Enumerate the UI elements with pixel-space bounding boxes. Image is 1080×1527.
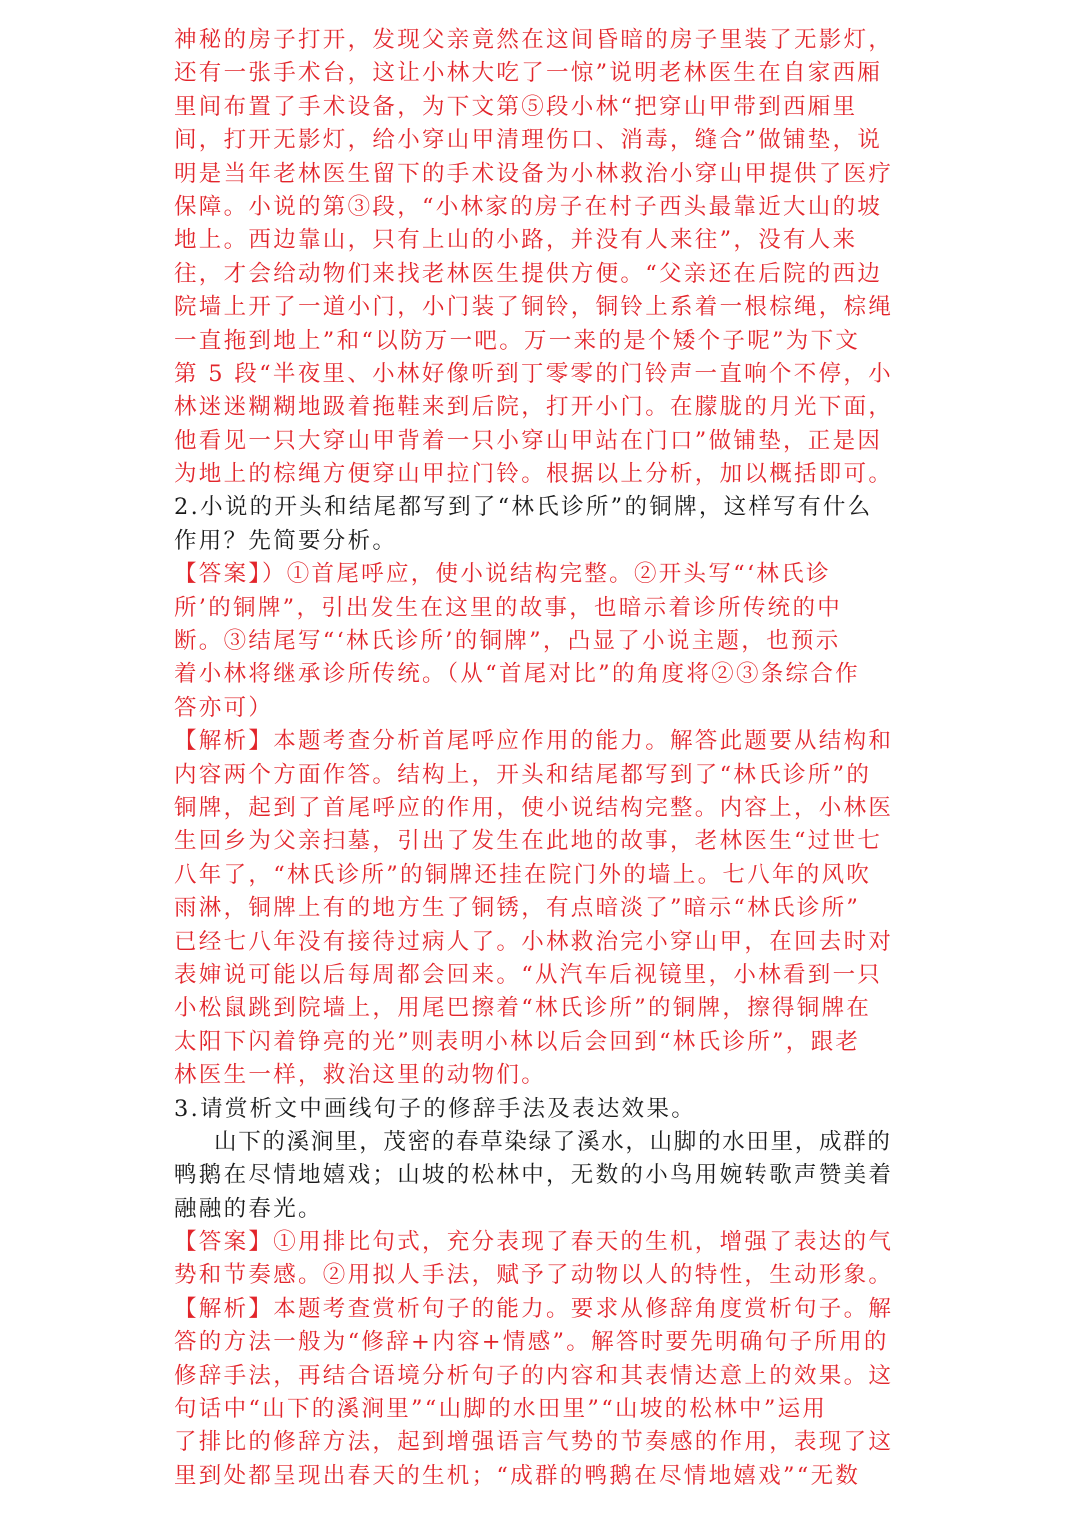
text-line: 间，打开无影灯，给小穿山甲清理伤口、消毒，缝合”做铺垫，说 <box>174 127 883 154</box>
text-line: 着小林将继承诊所传统。（从“首尾对比”的角度将②③条综合作 <box>174 661 860 688</box>
text-line: 明是当年老林医生留下的手术设备为小林救治小穿山甲提供了医疗 <box>174 160 894 187</box>
text-line: 里间布置了手术设备，为下文第⑤段小林“把穿山甲带到西厢里 <box>174 93 858 120</box>
text-line: 表婶说可能以后每周都会回来。“从汽车后视镜里，小林看到一只 <box>174 961 883 988</box>
text-line: 往，才会给动物们来找老林医生提供方便。“父亲还在后院的西边 <box>174 260 883 287</box>
text-line: 【解析】本题考查赏析句子的能力。要求从修辞角度赏析句子。解 <box>174 1295 894 1322</box>
text-line: 答的方法一般为“修辞+内容+情感”。解答时要先明确句子所用的 <box>174 1329 889 1356</box>
text-line: 院墙上开了一道小门，小门装了铜铃，铜铃上系着一根棕绳，棕绳 <box>174 294 894 321</box>
text-line: 为地上的棕绳方便穿山甲拉门铃。根据以上分析，加以概括即可。 <box>174 461 894 488</box>
text-line: 断。③结尾写“‘林氏诊所’的铜牌”，凸显了小说主题，也预示 <box>174 628 841 655</box>
text-line: 八年了，“林氏诊所”的铜牌还挂在院门外的墙上。七八年的风吹 <box>174 861 872 888</box>
text-line: 了排比的修辞方法，起到增强语言气势的节奏感的作用，表现了这 <box>174 1429 894 1456</box>
text-line: 内容两个方面作答。结构上，开头和结尾都写到了“林氏诊所”的 <box>174 761 872 788</box>
text-line: 太阳下闪着铮亮的光”则表明小林以后会回到“林氏诊所”，跟老 <box>174 1028 861 1055</box>
text-line: 3.请赏析文中画线句子的修辞手法及表达效果。 <box>174 1095 697 1122</box>
text-line: 雨淋，铜牌上有的地方生了铜锈，有点暗淡了”暗示“林氏诊所” <box>174 895 861 922</box>
text-body <box>174 24 894 1493</box>
text-line: 神秘的房子打开，发现父亲竟然在这间昏暗的房子里装了无影灯， <box>174 27 894 53</box>
text-line: 一直拖到地上”和“以防万一吧。万一来的是个矮个子呢”为下文 <box>174 327 861 354</box>
text-line: 修辞手法，再结合语境分析句子的内容和其表情达意上的效果。这 <box>174 1362 894 1389</box>
text-line: 地上。西边靠山，只有上山的小路，并没有人来往”，没有人来 <box>174 227 858 254</box>
text-line: 答亦可） <box>174 694 274 721</box>
text-line: 铜牌，起到了首尾呼应的作用，使小说结构完整。内容上，小林医 <box>174 794 894 821</box>
text-line: 所’的铜牌”，引出发生在这里的故事，也暗示着诊所传统的中 <box>174 594 843 621</box>
text-line: 他看见一只大穿山甲背着一只小穿山甲站在门口”做铺垫，正是因 <box>174 427 883 454</box>
text-line: 【解析】本题考查分析首尾呼应作用的能力。解答此题要从结构和 <box>174 728 894 755</box>
text-line: 林医生一样，救治这里的动物们。 <box>174 1062 547 1089</box>
text-line: 小松鼠跳到院墙上，用尾巴擦着“林氏诊所”的铜牌，擦得铜牌在 <box>174 995 872 1022</box>
text-line: 第 5 段“半夜里、小林好像听到丁零零的门铃声一直响个不停，小 <box>174 360 893 387</box>
text-line: 里到处都呈现出春天的生机；“成群的鸭鹅在尽情地嬉戏”“无数 <box>174 1462 861 1489</box>
text-line: 还有一张手术台，这让小林大吃了一惊”说明老林医生在自家西厢 <box>174 60 883 87</box>
text-line: 保障。小说的第③段，“小林家的房子在村子西头最靠近大山的坡 <box>174 193 883 220</box>
text-line: 鸭鹅在尽情地嬉戏；山坡的松林中，无数的小鸟用婉转歌声赞美着 <box>174 1162 894 1189</box>
text-line: 已经七八年没有接待过病人了。小林救治完小穿山甲，在回去时对 <box>174 928 894 955</box>
text-line: 【答案】①用排比句式，充分表现了春天的生机，增强了表达的气 <box>174 1229 894 1256</box>
text-line: 融融的春光。 <box>174 1195 323 1222</box>
text-line: 林迷迷糊糊地趿着拖鞋来到后院，打开小门。在朦胧的月光下面， <box>174 394 894 421</box>
text-line: 句话中“山下的溪涧里”“山脚的水田里”“山坡的松林中”运用 <box>174 1396 828 1423</box>
text-line: 2.小说的开头和结尾都写到了“林氏诊所”的铜牌，这样写有什么 <box>174 494 873 521</box>
text-line: 势和节奏感。②用拟人手法，赋予了动物以人的特性，生动形象。 <box>174 1262 894 1289</box>
text-line: 山下的溪涧里，茂密的春草染绿了溪水，山脚的水田里，成群的 <box>214 1128 892 1155</box>
text-line: 作用？先简要分析。 <box>174 527 398 554</box>
text-line: 生回乡为父亲扫墓，引出了发生在此地的故事，老林医生“过世七 <box>174 828 883 855</box>
text-line: 【答案】）①首尾呼应，使小说结构完整。②开头写“‘林氏诊 <box>174 561 831 588</box>
